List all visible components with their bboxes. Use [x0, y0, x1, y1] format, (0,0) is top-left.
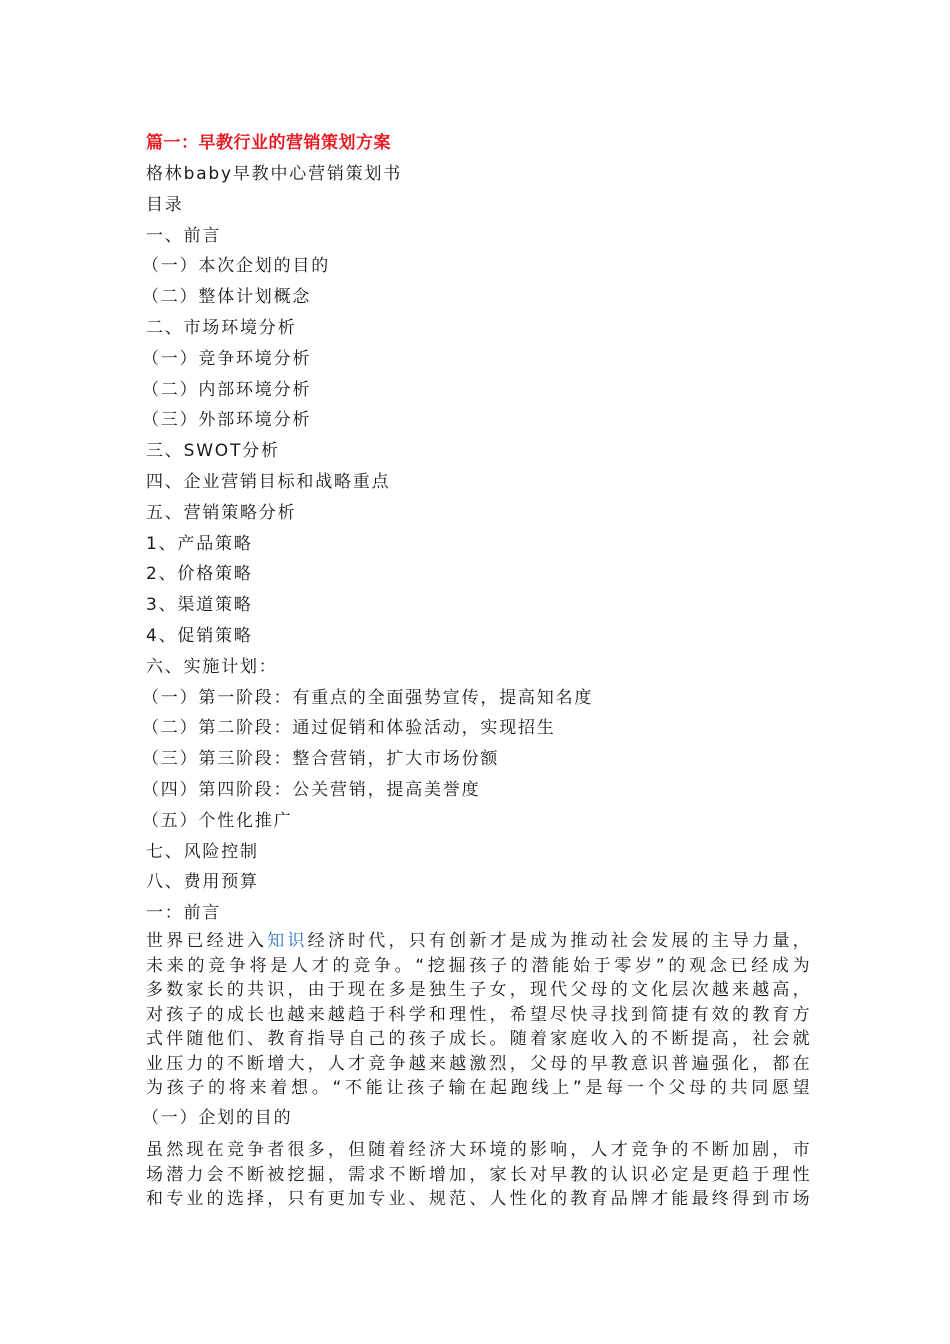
toc-item: 二、市场环境分析 — [146, 317, 297, 338]
toc-item: 五、营销策略分析 — [146, 502, 297, 523]
toc-item: （二）第二阶段：通过促销和体验活动，实现招生 — [142, 718, 556, 739]
toc-item: （一）本次企划的目的 — [142, 256, 330, 277]
toc-item: （二）整体计划概念 — [142, 287, 312, 308]
toc-item: （五）个性化推广 — [142, 810, 293, 831]
toc-item: （二）内部环境分析 — [142, 379, 312, 400]
toc-item: （三）第三阶段：整合营销，扩大市场份额 — [142, 749, 500, 770]
toc-item: 格林baby早教中心营销策划书 — [146, 164, 403, 184]
paragraph-line: 对孩子的成长也越来越趋于科学和理性，希望尽快寻找到简捷有效的教育方 — [146, 1004, 810, 1025]
toc-item: 3、渠道策略 — [146, 595, 253, 616]
section-heading-purpose: （一）企划的目的 — [142, 1108, 293, 1129]
knowledge-link[interactable]: 知识 — [267, 930, 308, 951]
toc-item: 1、产品策略 — [146, 533, 253, 554]
toc-item: 七、风险控制 — [146, 841, 259, 862]
toc-item: 四、企业营销目标和战略重点 — [146, 471, 391, 492]
toc-item: 一、前言 — [146, 225, 222, 246]
intro-paragraph — [146, 929, 810, 1101]
toc-item: 八、费用预算 — [146, 872, 259, 893]
paragraph-line: 虽然现在竞争者很多，但随着经济大环境的影响，人才竞争的不断加剧，市 — [146, 1140, 810, 1161]
toc-item: 三、SWOT分析 — [146, 441, 280, 462]
paragraph-line: 世界已经进入知识经济时代，只有创新才是成为推动社会发展的主导力量， — [146, 930, 810, 951]
paragraph-line: 和专业的选择，只有更加专业、规范、人性化的教育品牌才能最终得到市场 — [146, 1189, 810, 1210]
toc-item: 2、价格策略 — [146, 564, 253, 585]
paragraph-line: 多数家长的共识，由于现在多是独生子女，现代父母的文化层次越来越高， — [146, 980, 810, 1001]
paragraph-line: 式伴随他们、教育指导自己的孩子成长。随着家庭收入的不断提高，社会就 — [146, 1029, 810, 1050]
intro-heading: 一：前言 — [146, 903, 222, 924]
paragraph-line: 未来的竞争将是人才的竞争。“挖掘孩子的潜能始于零岁”的观念已经成为 — [146, 955, 810, 976]
document-title: 篇一：早教行业的营销策划方案 — [146, 133, 391, 153]
toc-item: 六、实施计划： — [146, 656, 278, 677]
toc-item: （四）第四阶段：公关营销，提高美誉度 — [142, 779, 481, 800]
toc-item: （一）第一阶段：有重点的全面强势宣传，提高知名度 — [142, 687, 594, 708]
purpose-paragraph — [146, 1138, 810, 1212]
toc-item: 4、促销策略 — [146, 625, 253, 646]
toc-item: （三）外部环境分析 — [142, 410, 312, 431]
document-page — [142, 128, 810, 1212]
paragraph-line: 场潜力会不断被挖掘，需求不断增加，家长对早教的认识必定是更趋于理性 — [146, 1164, 810, 1185]
toc-item: 目录 — [146, 194, 184, 215]
toc-item: （一）竞争环境分析 — [142, 348, 312, 369]
paragraph-line: 为孩子的将来着想。“不能让孩子输在起跑线上”是每一个父母的共同愿望 — [146, 1078, 810, 1099]
table-of-contents — [142, 159, 810, 898]
paragraph-line: 业压力的不断增大，人才竞争越来越激烈，父母的早教意识普遍强化，都在 — [146, 1053, 810, 1074]
